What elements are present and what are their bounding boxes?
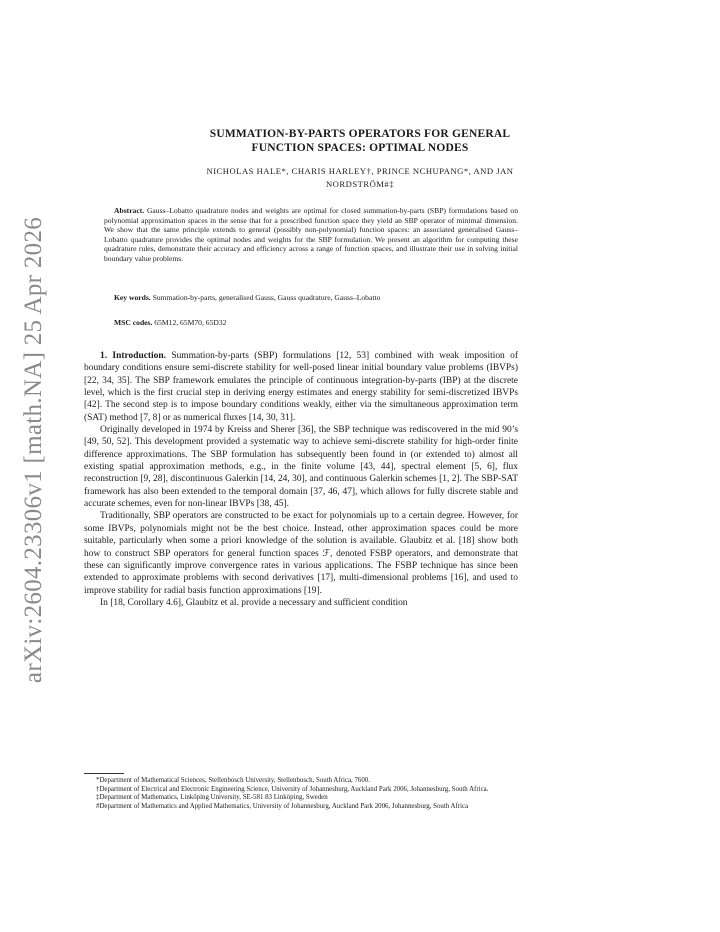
footnote-3: ‡Department of Mathematics, Linköping University, SE-581 83 Linköping, Sweden xyxy=(96,794,328,802)
intro-paragraph-4: In [18, Corollary 4.6], Glaubitz et al. provide a necessary and sufficient condition xyxy=(100,597,408,608)
msc-label: MSC codes. xyxy=(114,318,153,327)
footnote-rule xyxy=(84,773,124,774)
abstract-label: Abstract. xyxy=(114,206,145,215)
author-list xyxy=(100,165,620,191)
authors-line-1: NICHOLAS HALE*, CHARIS HARLEY†, PRINCE NCHUPANG*, AND JAN xyxy=(206,166,514,176)
intro-paragraph-1-text: Summation-by-parts (SBP) formulations [12, 53] combined with weak imposition of boundary conditions ensure semi-discrete stability for well-posed linear initial boundary value problems (IBVPs) [22, 34, 35]. The SBP framework emulates the principle of continuous integration-by-parts (IBP) at the discrete level, which is the first crucial step in deriving energy estimates and energy stability for semi-discretized IBVPs [42]. The second step is to impose boundary conditions weakly, either via the simultaneous approximation term (SAT) method [7, 8] or as numerical fluxes [14, 30, 31]. xyxy=(84,351,518,423)
title-line-1: SUMMATION-BY-PARTS OPERATORS FOR GENERAL xyxy=(209,128,511,140)
footnote-1: *Department of Mathematical Sciences, Stellenbosch University, Stellenbosch, South Africa, 7600. xyxy=(96,777,370,784)
arxiv-identifier xyxy=(14,216,54,684)
footnote-4: #Department of Mathematics and Applied Mathematics, University of Johannesburg, Auckland Park 2006, Johannesburg, South Africa xyxy=(96,802,469,810)
msc-text: 65M12, 65M70, 65D32 xyxy=(154,318,227,327)
paper-title xyxy=(100,127,620,155)
footnotes xyxy=(84,777,518,811)
abstract xyxy=(104,206,518,264)
authors-line-2: NORDSTRÖM#‡ xyxy=(325,179,395,189)
keywords-label: Key words. xyxy=(114,293,151,302)
arxiv-identifier-text: arXiv:2604.23306v1 [math.NA] 25 Apr 2026 xyxy=(20,216,47,684)
abstract-text: Gauss–Lobatto quadrature nodes and weights are optimal for closed summation-by-parts (SBP) formulations based on polynomial approximation spaces in the sense that for a prescribed function space they yield an SBP operator of minimal dimension. We show that the same principle extends to general (possibly non-polynomial) function spaces: an associated generalised Gauss–Lobatto quadrature provides the optimal nodes and weights for the SBP formulation. We present an algorithm for computing these quadrature rules, demonstrate their accuracy and efficiency across a range of function spaces, and illustrate their use in solving initial boundary value problems. xyxy=(104,206,518,263)
footnote-2: †Department of Electrical and Electronic Engineering Science, University of Johannesburg, Auckland Park 2006, Johannesburg, South Africa. xyxy=(96,785,489,793)
keywords-text: Summation-by-parts, generalised Gauss, Gauss quadrature, Gauss–Lobatto xyxy=(152,293,381,302)
intro-paragraph-3: Traditionally, SBP operators are constructed to be exact for polynomials up to a certain degree. However, for some IBVPs, polynomials might not be the best choice. Instead, other approximation spaces could be more suitable, particularly when some a priori knowledge of the solution is available. Glaubitz et al. [18] show both how to construct SBP operators for general function spaces ℱ, denoted FSBP operators, and demonstrate that these can significantly improve convergence rates in various applications. The FSBP technique has since been extended to approximate problems with second derivatives [17], multi-dimensional problems [16], and used to improve stability for radial basis function approximations [19]. xyxy=(84,511,518,596)
title-line-2: FUNCTION SPACES: OPTIMAL NODES xyxy=(251,142,469,154)
msc-codes xyxy=(104,318,518,328)
keywords xyxy=(104,293,518,303)
paper-body xyxy=(84,350,518,609)
intro-paragraph-1 xyxy=(84,350,518,424)
section-heading: 1. Introduction. xyxy=(100,351,166,361)
intro-paragraph-2: Originally developed in 1974 by Kreiss and Sherer [36], the SBP technique was rediscovered in the mid 90’s [49, 50, 52]. This development provided a systematic way to achieve semi-discrete stability for high-order finite difference approximations. The SBP formulation has subsequently been found in (or extended to) almost all existing spatial approximation methods, e.g., in the finite volume [43, 44], spectral element [5, 6], flux reconstruction [9, 28], discontinuous Galerkin [14, 24, 30], and continuous Galerkin schemes [1, 2]. The SBP-SAT framework has also been extended to the temporal domain [37, 46, 47], which allows for fully discrete stable and accurate schemes, even for non-linear IBVPs [38, 45]. xyxy=(84,425,518,510)
